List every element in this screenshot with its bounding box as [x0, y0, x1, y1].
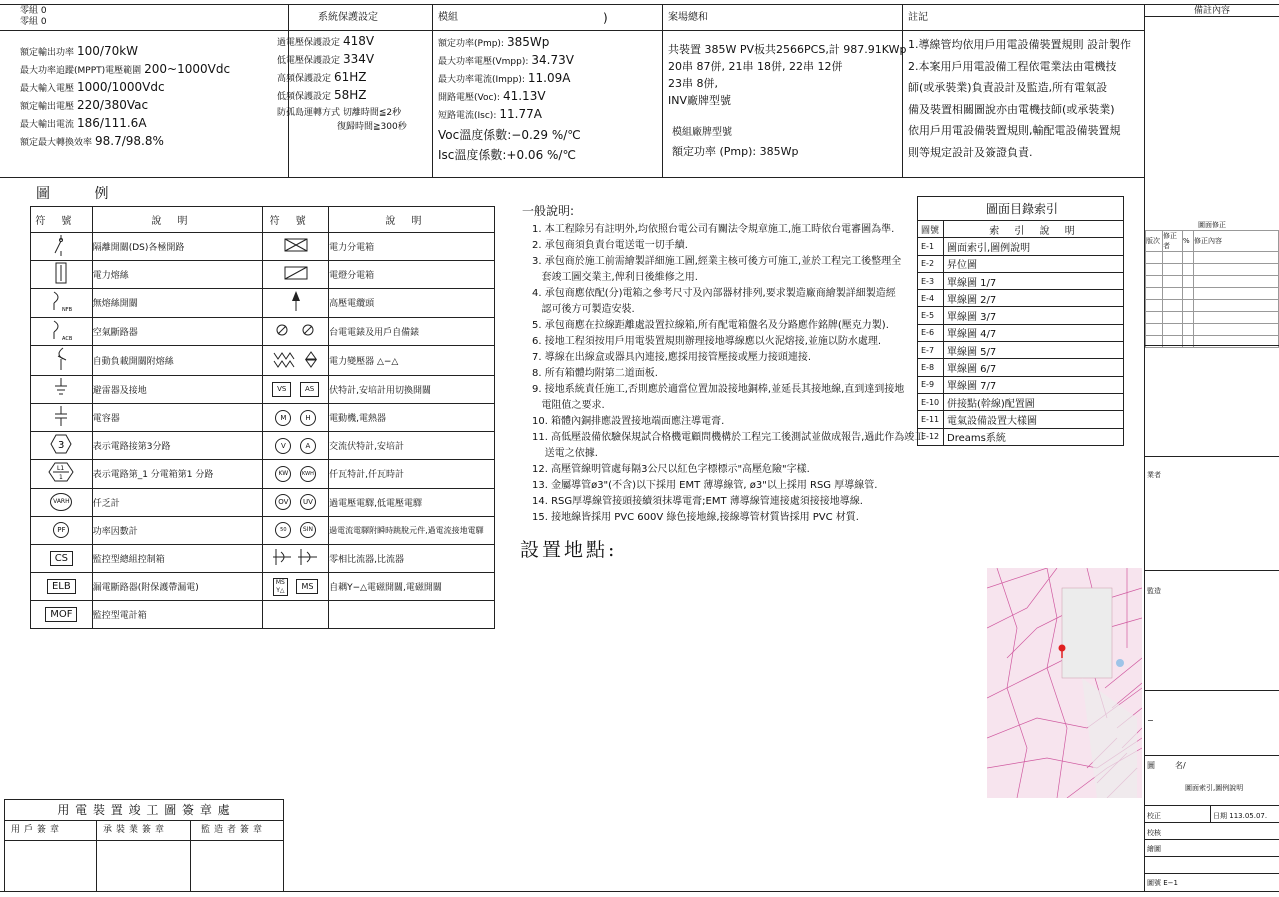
- index-row-no: E-7: [918, 342, 944, 359]
- general-notes: [522, 203, 924, 528]
- drawing-index-table: [917, 196, 1124, 446]
- index-row-desc: 昇位圖: [944, 255, 1124, 272]
- legend-desc: 自動負載開關附熔絲: [92, 345, 263, 375]
- svg-text:ACB: ACB: [62, 335, 73, 342]
- note-line: 師(或承裝業)負責設計及監造,所有電氣設: [908, 81, 1108, 94]
- voc-coefficient: Voc溫度係數:−0.29 %/℃: [438, 128, 581, 142]
- isc-coefficient: Isc溫度係數:+0.06 %/℃: [438, 148, 576, 162]
- general-item: 10. 箱體內銅排應設置接地端面應注導電膏.: [532, 416, 725, 427]
- legend-desc: 空氣斷路器: [92, 317, 263, 345]
- module-spec-label: 開路電壓(Voc):: [438, 93, 500, 103]
- module-brand-label: 模組廠牌型號: [672, 127, 732, 138]
- general-item: 套竣工圖交業主,俾利日後維修之用.: [532, 272, 698, 283]
- module-spec-value: 34.73V: [531, 53, 574, 67]
- signoff-col: 承裝業簽章: [97, 821, 191, 840]
- general-item: 7. 導線在出線盒或器具內連接,應採用接管壓接或壓力接頭連接.: [532, 352, 812, 363]
- index-title: 圖面目錄索引: [918, 197, 1124, 221]
- signoff-col: 用戶簽章: [5, 821, 97, 840]
- module-spec-value: 385Wp: [506, 35, 550, 49]
- index-row-desc: 單線圖 5/7: [944, 342, 1124, 359]
- legend-desc: 過電壓電驛,低電壓電驛: [329, 488, 495, 516]
- signoff-box: [4, 799, 284, 892]
- drawing-label: 圖: [1147, 761, 1155, 770]
- draw-label: 繪圖: [1147, 845, 1161, 853]
- inverter-spec-value: 220/380Vac: [77, 98, 149, 112]
- revision-title: 圖面修正: [1198, 221, 1226, 229]
- hexagon-circuit-icon: [31, 432, 93, 460]
- legend-desc: 過電流電驛附瞬時跳脫元件,過電流接地電驛: [329, 516, 495, 544]
- meter-null-icon: [263, 317, 329, 345]
- legend-desc: 電力變壓器 △−△: [329, 345, 495, 375]
- site-rated-power: 額定功率 (Pmp): 385Wp: [672, 145, 799, 158]
- anti-island-line2: 復歸時間≧300秒: [337, 122, 407, 132]
- elb-icon: ELB: [31, 573, 93, 601]
- design-label: 校正: [1147, 812, 1161, 820]
- signoff-col: 監造者簽章: [201, 825, 267, 835]
- lighting-panel-icon: [263, 261, 329, 289]
- revision-table: [1145, 230, 1279, 348]
- general-item: 2. 承包商須負責台電送電一切手續.: [532, 240, 688, 251]
- index-row-no: E-11: [918, 411, 944, 428]
- index-row-no: E-3: [918, 272, 944, 289]
- legend-table: [30, 206, 495, 629]
- index-header-no: 圖號: [918, 221, 944, 238]
- ov-uv-relay-icon: OV UV: [263, 488, 329, 516]
- legend-desc: 避雷器及接地: [92, 375, 263, 403]
- revision-header: 修正內容: [1194, 231, 1279, 252]
- index-row-no: E-12: [918, 428, 944, 445]
- inverter-spec-label: 最大功率追蹤(MPPT)電壓範圍: [20, 66, 142, 76]
- site-location-label: 設置地點:: [520, 539, 618, 561]
- legend-desc: 電力分電箱: [329, 233, 495, 261]
- legend-desc: 隔離開關(DS)各極開路: [92, 233, 263, 261]
- date-value: 113.05.07.: [1229, 812, 1268, 820]
- inverter-spec-value: 98.7/98.8%: [95, 134, 164, 148]
- index-row-desc: 單線圖 3/7: [944, 307, 1124, 324]
- index-row-desc: 單線圖 1/7: [944, 272, 1124, 289]
- legend-desc: 漏電斷路器(附保護帶漏電): [92, 573, 263, 601]
- general-item: 9. 接地系統責任施工,否則應於適當位置加設接地銅棒,並延長其接地線,直到達到接地: [532, 384, 905, 395]
- protection-spec-value: 334V: [343, 52, 375, 66]
- motor-heater-icon: M H: [263, 403, 329, 431]
- index-row-no: E-9: [918, 376, 944, 393]
- cs-control-box-icon: CS: [31, 544, 93, 572]
- legend-header-desc: 說明: [92, 207, 263, 233]
- power-panel-icon: [263, 233, 329, 261]
- notes-title: 註記: [908, 12, 928, 23]
- general-item: 認可後方可製造安裝.: [532, 304, 635, 315]
- legend-desc: 交流伏特計,安培計: [329, 432, 495, 460]
- note-line: 1.導線管均依用戶用電設備裝置規則 設計製作: [908, 38, 1131, 51]
- legend-header-symbol: 符號: [31, 207, 93, 233]
- revision-header: 修正者: [1163, 231, 1183, 252]
- general-item: 電阻值之要求.: [532, 400, 605, 411]
- general-item: 12. 高壓管線明管處每隔3公尺以紅色字標標示"高壓危險"字樣.: [532, 464, 810, 475]
- location-pin-icon: [1059, 645, 1066, 652]
- module-spec-value: 11.09A: [527, 71, 571, 85]
- anti-island-line1: 切離時間≦2秒: [342, 108, 402, 118]
- inverter-spec-value: 1000/1000Vdc: [77, 80, 165, 94]
- legend-desc: 自耦Y−△電磁開關,電磁開關: [329, 573, 495, 601]
- anti-island-label: 防孤島運轉方式: [277, 108, 341, 118]
- general-item: 13. 金屬導管ø3"(不含)以下採用 EMT 薄導線管, ø3"以上採用 RSG 厚導線管.: [532, 480, 878, 491]
- general-item: 4. 承包商應依配(分)電箱之參考尺寸及內部器材排列,要求製造廠商繪製詳細製造經: [532, 288, 896, 299]
- general-item: 送電之依據.: [532, 448, 598, 459]
- inverter-spec-value: 100/70kW: [77, 44, 139, 58]
- cable-head-arrow-icon: [263, 289, 329, 317]
- legend-desc: 表示電路接第3分路: [92, 432, 263, 460]
- inverter-spec-label: 額定輸出電壓: [20, 102, 75, 112]
- overcurrent-relay-icon: 50 SIN: [263, 516, 329, 544]
- volt-amp-meter-icon: V A: [263, 432, 329, 460]
- index-row-desc: 電氣設備設置大樣圖: [944, 411, 1124, 428]
- nfb-icon: [31, 289, 93, 317]
- legend-desc: 監控型電計箱: [92, 601, 263, 629]
- kw-kwh-meter-icon: KW KWH: [263, 460, 329, 488]
- protection-title: 系統保護設定: [318, 12, 378, 23]
- site-title: 案場總和: [668, 12, 708, 23]
- owner-label: 業者: [1147, 471, 1161, 479]
- module-title-paren: ): [603, 11, 608, 25]
- legend-title: 圖 例: [36, 186, 129, 202]
- general-item: 1. 本工程除另有註明外,均依照台電公司有關法令規章施工,施工時依台電審圖為準.: [532, 224, 895, 235]
- signoff-title: 用 電 裝 置 竣 工 圖 簽 章 處: [5, 800, 283, 821]
- index-row-no: E-10: [918, 393, 944, 410]
- module-spec-value: 41.13V: [502, 89, 546, 103]
- site-line: 23串 8併,: [668, 77, 718, 90]
- legend-desc: 伏特計,安培計用切換開關: [329, 375, 495, 403]
- note-line: 備及裝置相關圖說亦由電機技師(或承裝業): [908, 102, 1115, 116]
- site-line: INV廠牌型號: [668, 94, 731, 107]
- inverter-spec-value: 200~1000Vdc: [144, 62, 231, 76]
- note-line: 則等規定設計及簽證負責.: [908, 145, 1033, 159]
- protection-spec-value: 61HZ: [334, 70, 367, 84]
- index-row-no: E-2: [918, 255, 944, 272]
- index-header-desc: 索 引 說 明: [944, 221, 1124, 238]
- varh-meter-icon: VARH: [31, 488, 93, 516]
- general-title: 一般說明:: [522, 204, 575, 218]
- transformer-icon: [263, 345, 329, 375]
- module-spec-label: 最大功率電流(Impp):: [438, 75, 525, 85]
- site-block: [668, 43, 906, 159]
- svg-text:3: 3: [58, 440, 65, 452]
- legend-desc: 高壓電纜頭: [329, 289, 495, 317]
- legend-desc: 電燈分電箱: [329, 261, 495, 289]
- svg-text:L1: L1: [57, 465, 65, 473]
- legend-desc: 零相比流器,比流器: [329, 544, 495, 572]
- general-item: 3. 承包商於施工前需繪製詳細施工圖,經業主核可後方可施工,並於工程完工後整理全: [532, 256, 902, 267]
- site-line: 20串 87併, 21串 18併, 22串 12併: [668, 60, 843, 73]
- legend-desc: 表示電路第_1 分電箱第1 分路: [92, 460, 263, 488]
- module-spec-value: 11.77A: [499, 107, 542, 121]
- auto-load-switch-icon: [31, 345, 93, 375]
- legend-desc: 電動機,電熱器: [329, 403, 495, 431]
- ground-icon: [31, 375, 93, 403]
- supervisor-label: 監造: [1147, 587, 1161, 595]
- disconnect-switch-icon: [31, 233, 93, 261]
- general-item: 8. 所有箱體均附第二道面板.: [532, 368, 658, 379]
- legend-header-desc: 說明: [329, 207, 495, 233]
- index-row-desc: 單線圖 6/7: [944, 359, 1124, 376]
- note-line: 依用戶用電設備裝置規則,輸配電設備裝置規: [908, 124, 1121, 137]
- index-row-desc: 併接點(幹線)配置圖: [944, 393, 1124, 410]
- index-row-no: E-5: [918, 307, 944, 324]
- mof-icon: MOF: [31, 601, 93, 629]
- protection-spec-label: 過電壓保護設定: [277, 38, 341, 48]
- check-label: 校核: [1147, 829, 1161, 837]
- legend-desc: 功率因數計: [92, 516, 263, 544]
- inverter-spec-label: 額定輸出功率: [20, 48, 75, 58]
- pf-meter-icon: PF: [31, 516, 93, 544]
- fuse-icon: [31, 261, 93, 289]
- inverter-spec-value: 186/111.6A: [77, 116, 147, 130]
- protection-spec-value: 58HZ: [334, 88, 367, 102]
- index-row-no: E-4: [918, 290, 944, 307]
- sheet-number: 圖號 E−1: [1147, 879, 1178, 887]
- svg-text:1: 1: [59, 474, 64, 482]
- inverter-block: [20, 6, 230, 152]
- index-row-no: E-1: [918, 238, 944, 255]
- protection-spec-label: 低頻保護設定: [277, 92, 332, 102]
- drawing-name-label: 名/: [1175, 761, 1186, 770]
- legend-desc: 監控型總組控制箱: [92, 544, 263, 572]
- legend-header-symbol: 符號: [263, 207, 329, 233]
- drawing-name: 圖面索引,圖例說明: [1185, 784, 1244, 792]
- vs-as-switch-icon: VS AS: [263, 375, 329, 403]
- revision-header: %: [1183, 231, 1194, 252]
- index-row-no: E-8: [918, 359, 944, 376]
- svg-text:NFB: NFB: [62, 307, 73, 314]
- legend-desc: 仟瓦特計,仟瓦時計: [329, 460, 495, 488]
- revision-header: 版次: [1146, 231, 1163, 252]
- general-item: 6. 接地工程須按用戶用電裝置規則辦理接地導線應以火泥熔接,並施以防水處理.: [532, 336, 882, 347]
- acb-icon: [31, 317, 93, 345]
- legend-desc: 電力熔絲: [92, 261, 263, 289]
- module-spec-label: 最大功率電壓(Vmpp):: [438, 57, 529, 67]
- general-item: 15. 接地線皆採用 PVC 600V 綠色接地線,接線導管材質皆採用 PVC 材質.: [532, 512, 859, 523]
- note-line: 2.本案用戶用電設備工程依電業法由電機技: [908, 59, 1117, 73]
- index-row-desc: Dreams系統: [944, 428, 1124, 445]
- index-row-no: E-6: [918, 324, 944, 341]
- inverter-heading-2: 零組 0: [20, 17, 47, 27]
- inverter-spec-label: 額定最大轉換效率: [20, 138, 93, 148]
- site-line: 共裝置 385W PV板共2566PCS,計 987.91KWp: [668, 43, 907, 56]
- general-item: 5. 承包商應在拉線距離處設置拉線箱,所有配電箱盤名及分路應作銘牌(壓克力製).: [532, 320, 889, 331]
- index-row-desc: 單線圖 4/7: [944, 324, 1124, 341]
- protection-spec-label: 低電壓保護設定: [277, 56, 341, 66]
- module-spec-label: 短路電流(Isc):: [438, 111, 497, 121]
- legend-desc: 仟乏計: [92, 488, 263, 516]
- general-item: 14. RSG厚導線管接頭接續須抹導電膏;EMT 薄導線管連接處須接接地導線.: [532, 496, 863, 507]
- index-row-desc: 單線圖 7/7: [944, 376, 1124, 393]
- remarks-label: 備註內容: [1145, 5, 1279, 17]
- index-row-desc: 單線圖 2/7: [944, 290, 1124, 307]
- notes-block: [908, 38, 1131, 167]
- module-spec-label: 額定功率(Pmp):: [438, 39, 504, 49]
- protection-block: [277, 34, 407, 133]
- index-row-desc: 圖面索引,圖例說明: [944, 238, 1124, 255]
- general-item: 11. 高低壓設備依驗保規試合格機電顧問機構於工程完工後測試並做成報告,過此作為竣工: [532, 432, 925, 443]
- date-label: 日期: [1213, 812, 1227, 820]
- hexagon-subpanel-icon: [31, 460, 93, 488]
- legend-desc: 電容器: [92, 403, 263, 431]
- inverter-spec-label: 最大輸出電流: [20, 120, 75, 130]
- legend-desc: 無熔絲開關: [92, 289, 263, 317]
- legend-desc: 台電電錶及用戶自備錶: [329, 317, 495, 345]
- protection-spec-label: 高頻保護設定: [277, 74, 332, 84]
- inverter-spec-label: 最大輸入電壓: [20, 84, 75, 94]
- protection-spec-value: 418V: [343, 34, 375, 48]
- magnetic-switch-icon: MS Y△ MS: [263, 573, 329, 601]
- inverter-heading-1: 零組 0: [20, 6, 47, 16]
- site-location-map: [987, 568, 1142, 798]
- module-title: 模組: [438, 12, 458, 23]
- current-transformer-icon: [263, 544, 329, 572]
- module-block: [438, 35, 581, 163]
- capacitor-icon: [31, 403, 93, 431]
